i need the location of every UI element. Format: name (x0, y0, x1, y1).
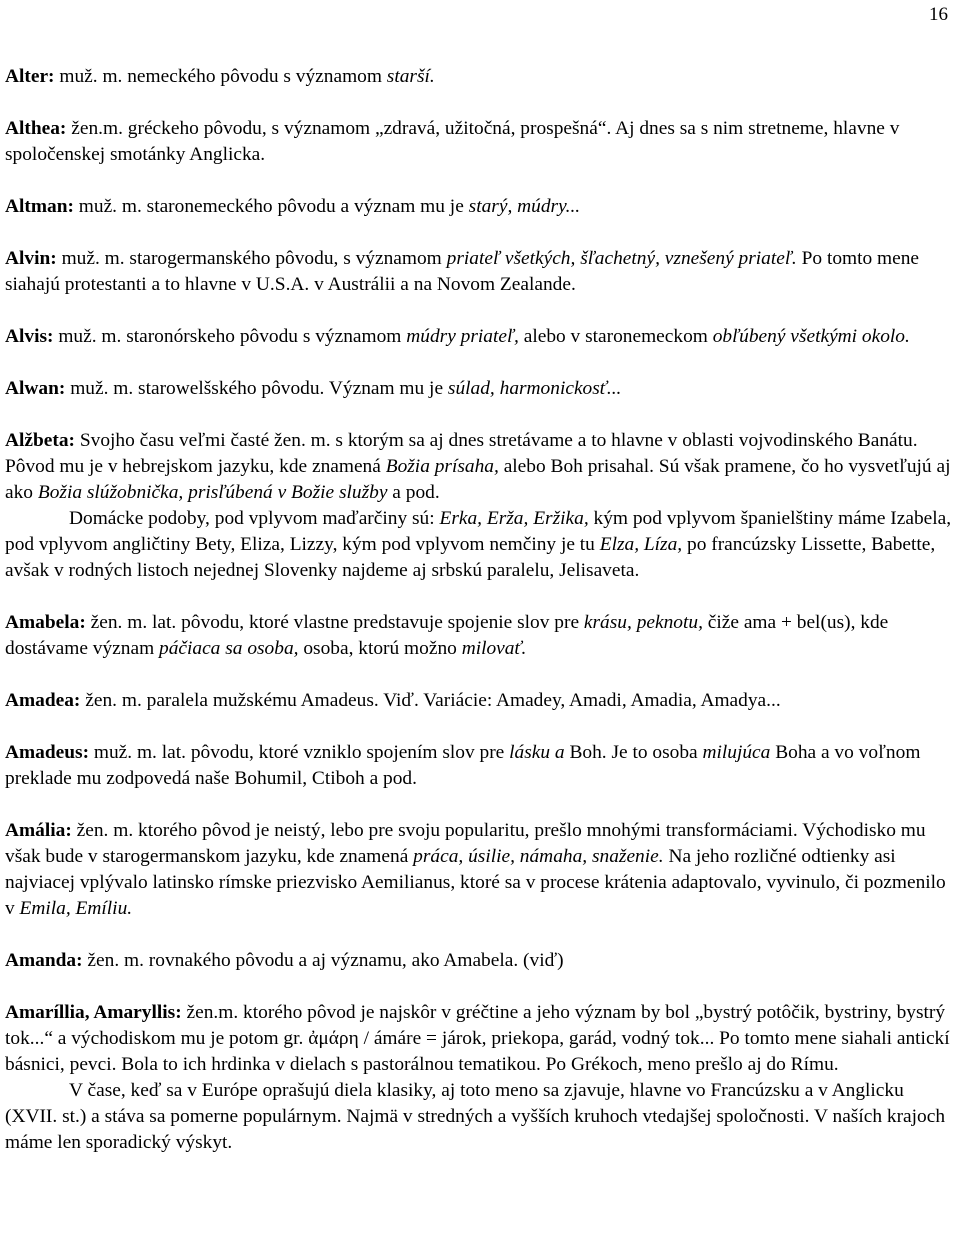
entry-alter (5, 64, 953, 90)
entry-meaning: páčiaca sa osoba, (159, 638, 299, 659)
entry-name: Altman: (5, 196, 74, 217)
entry-name: Amanda: (5, 950, 83, 971)
entry-alwan (5, 376, 953, 402)
entry-text: alebo Boh prisahal. Sú však pramene, čo ho vysvetľujú aj ako (5, 456, 951, 503)
entry-meaning: milujúca (702, 742, 771, 763)
entry-name: Amadeus: (5, 742, 90, 763)
entry-text: Boh. Je to osoba (564, 742, 703, 763)
entry-alvin (5, 246, 953, 298)
entry-meaning: súlad, harmonickosť... (447, 378, 622, 399)
entry-amarillia-paragraph (5, 1078, 953, 1156)
entry-althea (5, 116, 953, 168)
entry-name: Alwan: (5, 378, 66, 399)
page-number: 16 (929, 4, 948, 25)
entry-meaning: Elza, Líza, (599, 534, 683, 555)
entry-altman (5, 194, 953, 220)
entry-text: Domácke podoby, pod vplyvom maďarčiny sú: (69, 508, 440, 529)
entry-meaning: obľúbený všetkými okolo. (712, 326, 910, 347)
entry-text: žen.m. ktorého pôvod je najskôr v gréčtine a jeho význam by bol „bystrý potôčik, bystriny, bystrý tok...“ a východiskom mu je potom gr. ἀμάρη / ámáre = járok, priekopa, garád, vodný tok... Po tomto mene siahali antickí básnici, pevci. Bola to ich hrdinka v dielach s pastorálnou tematikou. Po Grékoch, meno prešlo aj do Rímu. (5, 1002, 950, 1075)
entry-meaning: Erka, Erža, Eržika, (439, 508, 589, 529)
entry-alzbeta-paragraph (5, 506, 953, 584)
entry-meaning: krásu, peknotu, (583, 612, 703, 633)
entry-text: kým pod vplyvom španielštiny máme Izabela, pod vplyvom angličtiny Bety, Eliza, Lizzy, kým pod vplyvom nemčiny je tu (5, 508, 952, 555)
entry-meaning: Emila, Emíliu. (19, 898, 133, 919)
entry-meaning: lásku a (509, 742, 565, 763)
entry-text: a pod. (387, 482, 440, 503)
entry-text: Svojho času veľmi časté žen. m. s ktorým sa aj dnes stretávame a to hlavne v oblasti vojvodinského Banátu. Pôvod mu je v hebrejskom jazyku, kde znamená (5, 430, 918, 477)
entry-text: Boha a vo voľnom preklade mu zodpovedá naše Bohumil, Ctiboh a pod. (5, 742, 921, 789)
entry-text: po francúzsky Lissette, Babette, avšak v rodných listoch nejednej Slovenky najdeme aj srbskú paralelu, Jelisaveta. (5, 534, 936, 581)
entry-text: muž. m. nemeckého pôvodu s významom (54, 66, 387, 87)
entry-meaning: Božia prísaha, (385, 456, 499, 477)
entry-amadeus (5, 740, 953, 792)
entry-text: muž. m. starogermanského pôvodu, s významom (56, 248, 447, 269)
entry-text: žen. m. ktorého pôvod je neistý, lebo pre svoju popularitu, prešlo mnohými transformáciami. Východisko mu však bude v starogermanskom jazyku, kde znamená (5, 820, 926, 867)
entry-meaning: priateľ všetkých, šľachetný, vznešený priateľ. (446, 248, 797, 269)
entry-amalia (5, 818, 953, 922)
entry-name: Alvis: (5, 326, 54, 347)
entry-meaning: starší. (386, 66, 435, 87)
entry-alzbeta (5, 428, 953, 506)
entry-text: žen. m. lat. pôvodu, ktoré vlastne predstavuje spojenie slov pre (85, 612, 584, 633)
entry-name: Amadea: (5, 690, 81, 711)
entry-amadea (5, 688, 953, 714)
entry-text: V čase, keď sa v Európe oprašujú diela klasiky, aj toto meno sa zjavuje, hlavne vo Francúzsku a v Anglicku (XVII. st.) a stáva sa pomerne populárnym. Najmä v stredných a vyšších kruhoch vtedajšej spoločnosti. V naších krajoch máme len sporadický výskyt. (5, 1080, 946, 1153)
entry-text: muž. m. starowelšského pôvodu. Význam mu je (65, 378, 448, 399)
entry-text: osoba, ktorú možno (298, 638, 462, 659)
entry-meaning: Božia slúžobnička, prisľúbená v Božie služby (37, 482, 388, 503)
entry-amarillia (5, 1000, 953, 1078)
entry-name: Alžbeta: (5, 430, 75, 451)
entry-text: žen. m. paralela mužskému Amadeus. Viď. Variácie: Amadey, Amadi, Amadia, Amadya... (80, 690, 781, 711)
entry-text: alebo v staronemeckom (518, 326, 713, 347)
spacer (5, 584, 953, 610)
entry-text: žen. m. rovnakého pôvodu a aj významu, ako Amabela. (viď) (82, 950, 564, 971)
entry-amanda (5, 948, 953, 974)
entry-name: Amália: (5, 820, 72, 841)
entry-alvis (5, 324, 953, 350)
entry-meaning: milovať. (461, 638, 527, 659)
entry-text: muž. m. staronemeckého pôvodu a význam mu je (73, 196, 469, 217)
entry-name: Amaríllia, Amaryllis: (5, 1002, 182, 1023)
entry-text: muž. m. lat. pôvodu, ktoré vzniklo spojením slov pre (89, 742, 510, 763)
document-body (5, 64, 953, 1156)
entry-text: muž. m. staronórskeho pôvodu s významom (53, 326, 407, 347)
entry-name: Amabela: (5, 612, 86, 633)
entry-name: Althea: (5, 118, 67, 139)
entry-text: Na jeho rozličné odtienky asi najviacej vplývalo latinsko rímske priezvisko Aemilianus, ktoré sa v procese krátenia adaptovalo, vyvinulo, či pozmenilo v (5, 846, 946, 919)
entry-meaning: múdry priateľ, (406, 326, 519, 347)
entry-meaning: starý, múdry... (468, 196, 581, 217)
entry-name: Alvin: (5, 248, 57, 269)
entry-text: čiže ama + bel(us), kde dostávame význam (5, 612, 889, 659)
entry-text: Po tomto mene siahajú protestanti a to hlavne v U.S.A. v Austrálii a na Novom Zealande. (5, 248, 920, 295)
entry-name: Alter: (5, 66, 55, 87)
entry-amabela (5, 610, 953, 662)
entry-text: žen.m. gréckeho pôvodu, s významom „zdravá, užitočná, prospešná“. Aj dnes sa s nim stretneme, hlavne v spoločenskej smotánky Anglicka. (5, 118, 900, 165)
entry-meaning: práca, úsilie, námaha, snaženie. (413, 846, 664, 867)
